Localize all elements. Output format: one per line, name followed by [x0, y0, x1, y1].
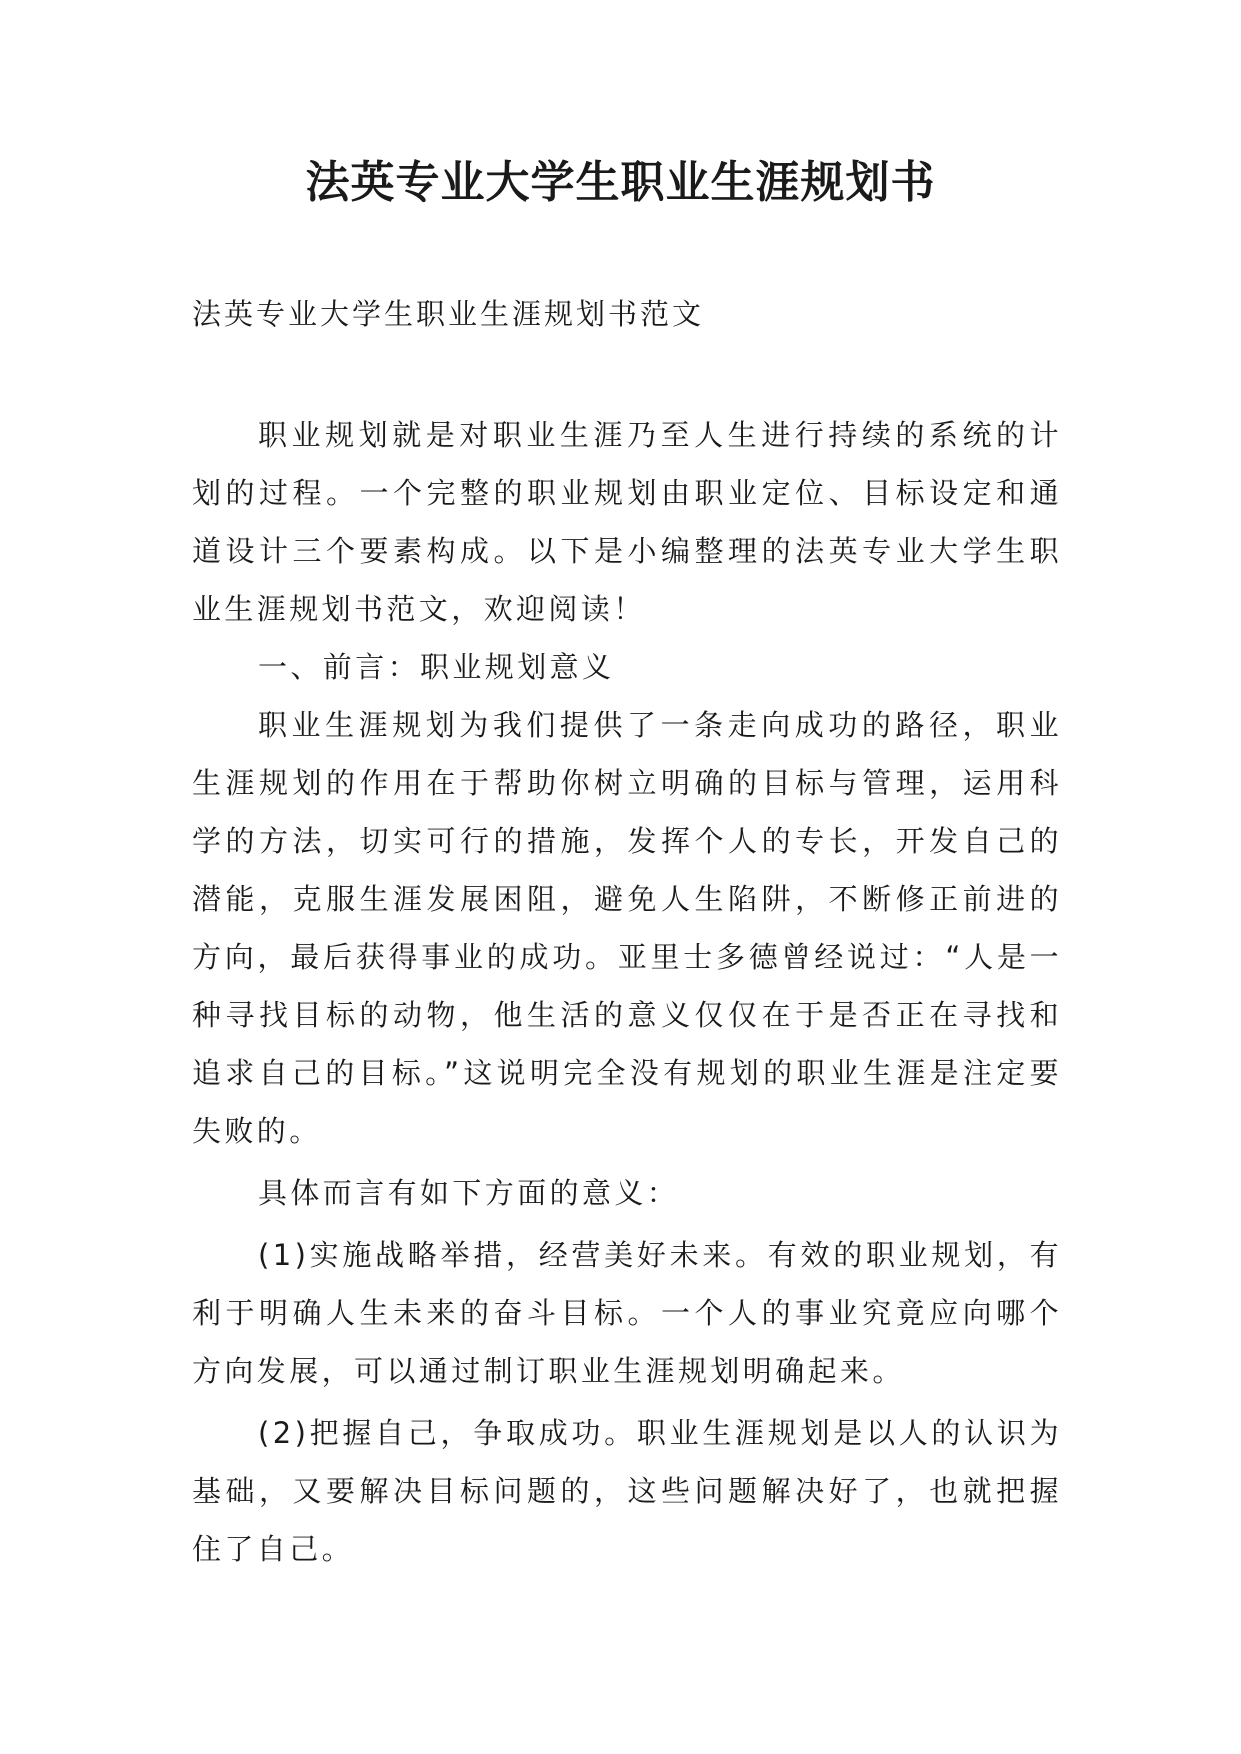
paragraph-point-2: (2)把握自己，争取成功。职业生涯规划是以人的认识为基础，又要解决目标问题的，这些问题解决好了，也就把握住了自己。 — [192, 1416, 1062, 1566]
document-subtitle: 法英专业大学生职业生涯规划书范文 — [192, 297, 705, 331]
section-heading-preface: 一、前言：职业规划意义 — [258, 650, 615, 684]
paragraph-specific-meaning: 具体而言有如下方面的意义： — [258, 1176, 680, 1210]
paragraph-intro: 职业规划就是对职业生涯乃至人生进行持续的系统的计划的过程。一个完整的职业规划由职业定位、目标设定和通道设计三个要素构成。以下是小编整理的法英专业大学生职业生涯规划书范文，欢迎阅读！ — [192, 418, 1062, 626]
paragraph-significance: 职业生涯规划为我们提供了一条走向成功的路径，职业生涯规划的作用在于帮助你树立明确的目标与管理，运用科学的方法，切实可行的措施，发挥个人的专长，开发自己的潜能，克服生涯发展困阻，避免人生陷阱，不断修正前进的方向，最后获得事业的成功。亚里士多德曾经说过：“人是一种寻找目标的动物，他生活的意义仅仅在于是否正在寻找和追求自己的目标。”这说明完全没有规划的职业生涯是注定要失败的。 — [192, 708, 1062, 1148]
document-body — [192, 406, 1062, 1578]
document-title: 法英专业大学生职业生涯规划书 — [305, 157, 936, 208]
paragraph-point-1: (1)实施战略举措，经营美好未来。有效的职业规划，有利于明确人生未来的奋斗目标。一个人的事业究竟应向哪个方向发展，可以通过制订职业生涯规划明确起来。 — [192, 1238, 1062, 1388]
